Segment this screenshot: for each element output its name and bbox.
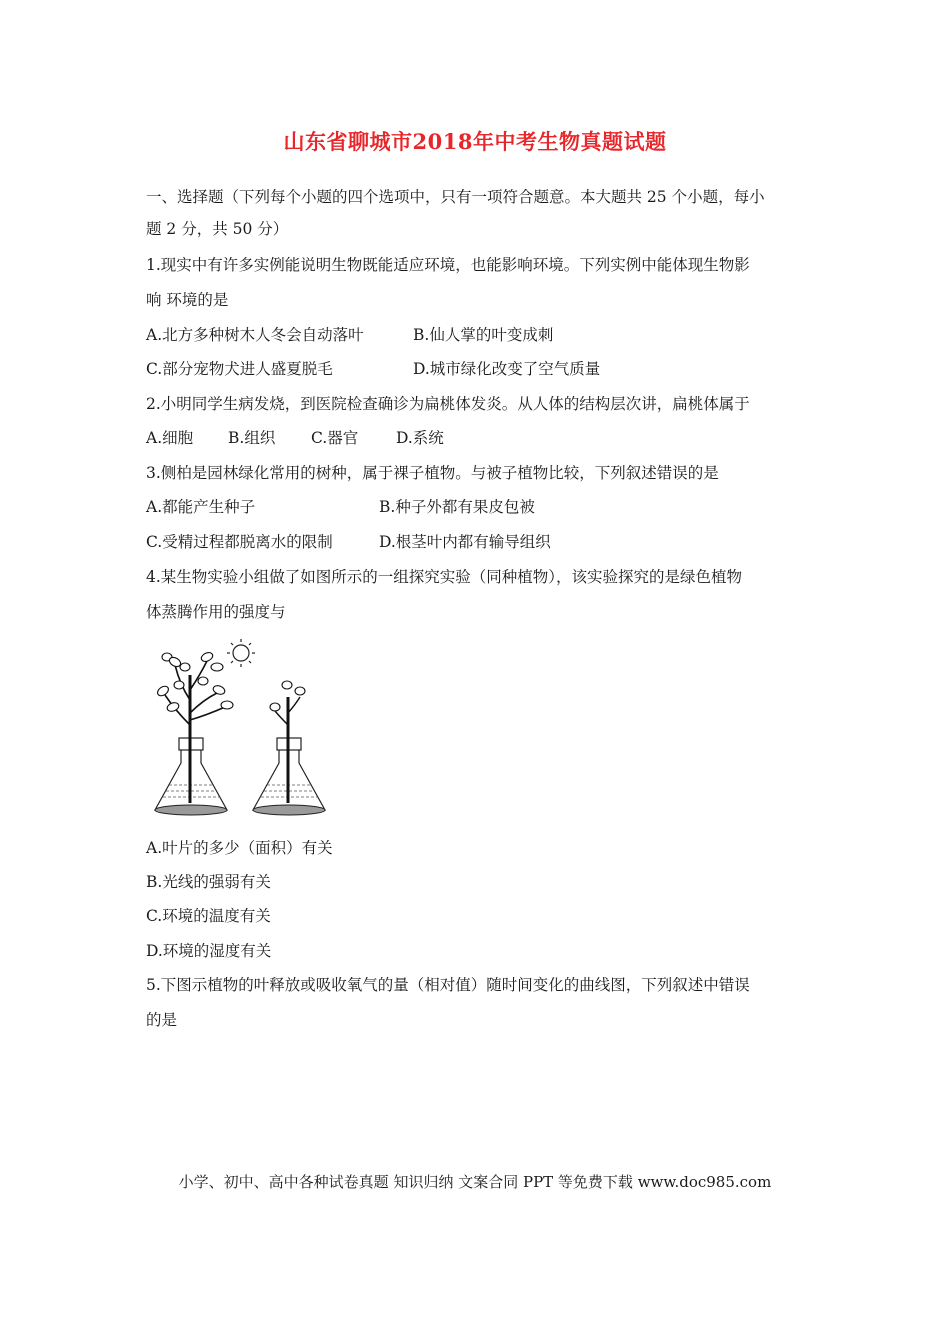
section-instruction-line1: 一、选择题（下列每个小题的四个选项中，只有一项符合题意。本大题共 25 个小题，每小	[146, 188, 765, 206]
question-4-option-b: B.光线的强弱有关	[146, 873, 271, 891]
question-3-option-b: B.种子外都有果皮包被	[379, 498, 535, 516]
question-3-stem: 3.侧柏是园林绿化常用的树种，属于裸子植物。与被子植物比较，下列叙述错误的是	[146, 464, 719, 482]
question-3-option-c: C.受精过程都脱离水的限制	[146, 533, 333, 551]
question-1-option-b: B.仙人掌的叶变成刺	[413, 326, 554, 344]
question-2-option-a: A.细胞	[146, 429, 194, 447]
question-1-option-c: C.部分宠物犬进人盛夏脱毛	[146, 360, 333, 378]
question-3-option-a: A.都能产生种子	[146, 498, 256, 516]
question-2-stem: 2.小明同学生病发烧，到医院检查确诊为扁桃体发炎。从人体的结构层次讲，扁桃体属于	[146, 395, 750, 413]
question-4-option-c: C.环境的温度有关	[146, 907, 271, 925]
question-1-option-a: A.北方多种树木人冬会自动落叶	[146, 326, 364, 344]
question-4-option-a: A.叶片的多少（面积）有关	[146, 839, 333, 857]
page-footer: 小学、初中、高中各种试卷真题 知识归纳 文案合同 PPT 等免费下载 www.doc985.com	[178, 1173, 772, 1191]
question-2-option-c: C.器官	[311, 429, 359, 447]
question-5-stem-line1: 5.下图示植物的叶释放或吸收氧气的量（相对值）随时间变化的曲线图，下列叙述中错误	[146, 976, 750, 994]
question-4-stem-line2: 体蒸腾作用的强度与	[146, 603, 286, 621]
right-flask-with-few-leaves-plant	[253, 681, 325, 815]
question-2-option-d: D.系统	[396, 429, 444, 447]
question-4-option-d: D.环境的湿度有关	[146, 942, 272, 960]
question-1-option-d: D.城市绿化改变了空气质量	[413, 360, 601, 378]
question-1-stem-line2: 响 环境的是	[146, 291, 229, 309]
question-5-stem-line2: 的是	[146, 1011, 178, 1029]
question-4-stem-line1: 4.某生物实验小组做了如图所示的一组探究实验（同种植物），该实验探究的是绿色植物	[146, 568, 743, 586]
question-2-option-b: B.组织	[228, 429, 276, 447]
question-3-option-d: D.根茎叶内都有输导组织	[379, 533, 551, 551]
page-title: 山东省聊城市2018年中考生物真题试题	[283, 129, 667, 154]
question-1-stem-line1: 1.现实中有许多实例能说明生物既能适应环境，也能影响环境。下列实例中能体现生物影	[146, 256, 750, 274]
sun-icon	[227, 639, 255, 667]
left-flask-with-leafy-plant	[155, 651, 233, 815]
experiment-illustration	[145, 635, 385, 830]
section-instruction-line2: 题 2 分，共 50 分）	[146, 220, 289, 238]
